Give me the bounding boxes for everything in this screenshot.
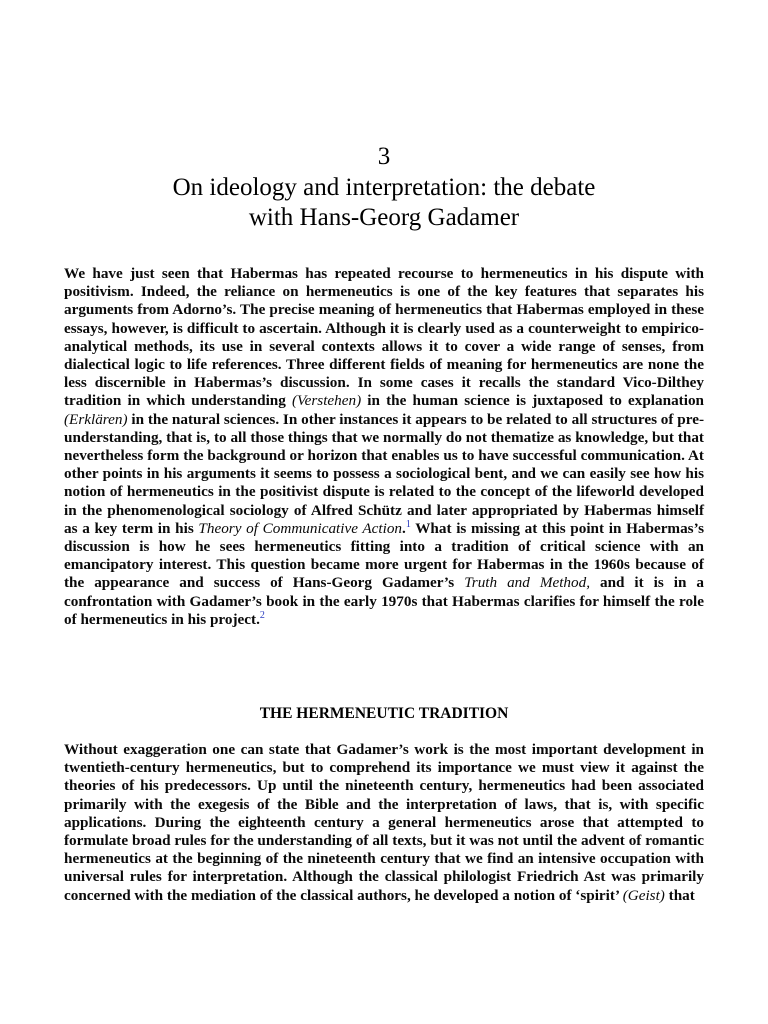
text-run: What is missing at this point in Habermas’s discussion is how he sees hermeneutics fitting into a tradition of critical science with an emancipatory interest. This question became more urgent for Habermas in the 1960s because of the appearance and success of Hans-Georg Gadamer’s <box>64 519 704 592</box>
chapter-title-line-1: On ideology and interpretation: the debate <box>172 174 596 201</box>
italic-term-geist: (Geist) <box>622 886 665 904</box>
chapter-title <box>60 173 708 233</box>
paragraph-1 <box>64 265 704 629</box>
paragraph-2-text <box>64 741 704 905</box>
text-run: We have just seen that Habermas has repeated recourse to hermeneutics in his dispute with positivism. Indeed, the reliance on hermeneutics is one of the key features that separates his arguments from Adorno’s. The precise meaning of hermeneutics that Habermas employed in these essays, however, is difficult to ascertain. Although it is clearly used as a counterweight to empirico-analytical methods, its use in several contexts allows it to cover a wide range of senses, from dialectical logic to life references. Three different fields of meaning for hermeneutics are none the less discernible in Habermas’s discussion. In some cases it recalls the standard Vico-Dilthey tradition in which understanding <box>64 265 704 410</box>
paragraph-1-text <box>64 265 704 629</box>
text-run: in the human science is juxtaposed to explanation <box>361 392 704 410</box>
italic-term-erklaren: (Erklären) <box>64 410 128 428</box>
italic-book-title: Theory of Communicative Action <box>198 519 403 537</box>
italic-book-title: Truth and Method, <box>464 574 591 592</box>
text-run: in the natural sciences. In other instances it appears to be related to all structures of pre-understanding, that is, to all those things that we normally do not thematize as knowledge, but that nevertheless form the background or horizon that enables us to have successful communication. At other points in his arguments it seems to possess a sociological bent, and we can easily see how his notion of hermeneutics in the positivist dispute is related to the concept of the lifeworld developed in the phenomenological sociology of Alfred Schütz and later appropriated by Habermas himself as a key term in his <box>64 410 704 537</box>
section-heading: THE HERMENEUTIC TRADITION <box>259 705 509 722</box>
text-run: and it is in a confrontation with Gadamer’s book in the early 1970s that Habermas clarifies for himself the role of hermeneutics in his project. <box>64 574 704 628</box>
chapter-title-line-2: with Hans-Georg Gadamer <box>248 204 520 231</box>
text-run: that <box>664 886 695 904</box>
footnote-ref-1[interactable]: 1 <box>405 518 411 530</box>
italic-term-verstehen: (Verstehen) <box>291 392 362 410</box>
text-run: . <box>402 519 406 537</box>
text-run: Without exaggeration one can state that Gadamer’s work is the most important development in twentieth-century hermeneutics, but to comprehend its importance we must view it against the theories of his predecessors. Up until the nineteenth century, hermeneutics had been associated primarily with the exegesis of the Bible and the interpretation of laws, that is, with specific applications. During the eighteenth century a general hermeneutics arose that attempted to formulate broad rules for the understanding of all texts, but it was not until the advent of romantic hermeneutics at the beginning of the nineteenth century that we find an intensive occupation with universal rules for interpretation. Although the classical philologist Friedrich Ast was primarily concerned with the mediation of the classical authors, he developed a notion of ‘spirit’ <box>64 741 704 904</box>
chapter-number: 3 <box>377 143 391 170</box>
paragraph-2 <box>64 741 704 905</box>
footnote-ref-2[interactable]: 2 <box>259 609 265 621</box>
